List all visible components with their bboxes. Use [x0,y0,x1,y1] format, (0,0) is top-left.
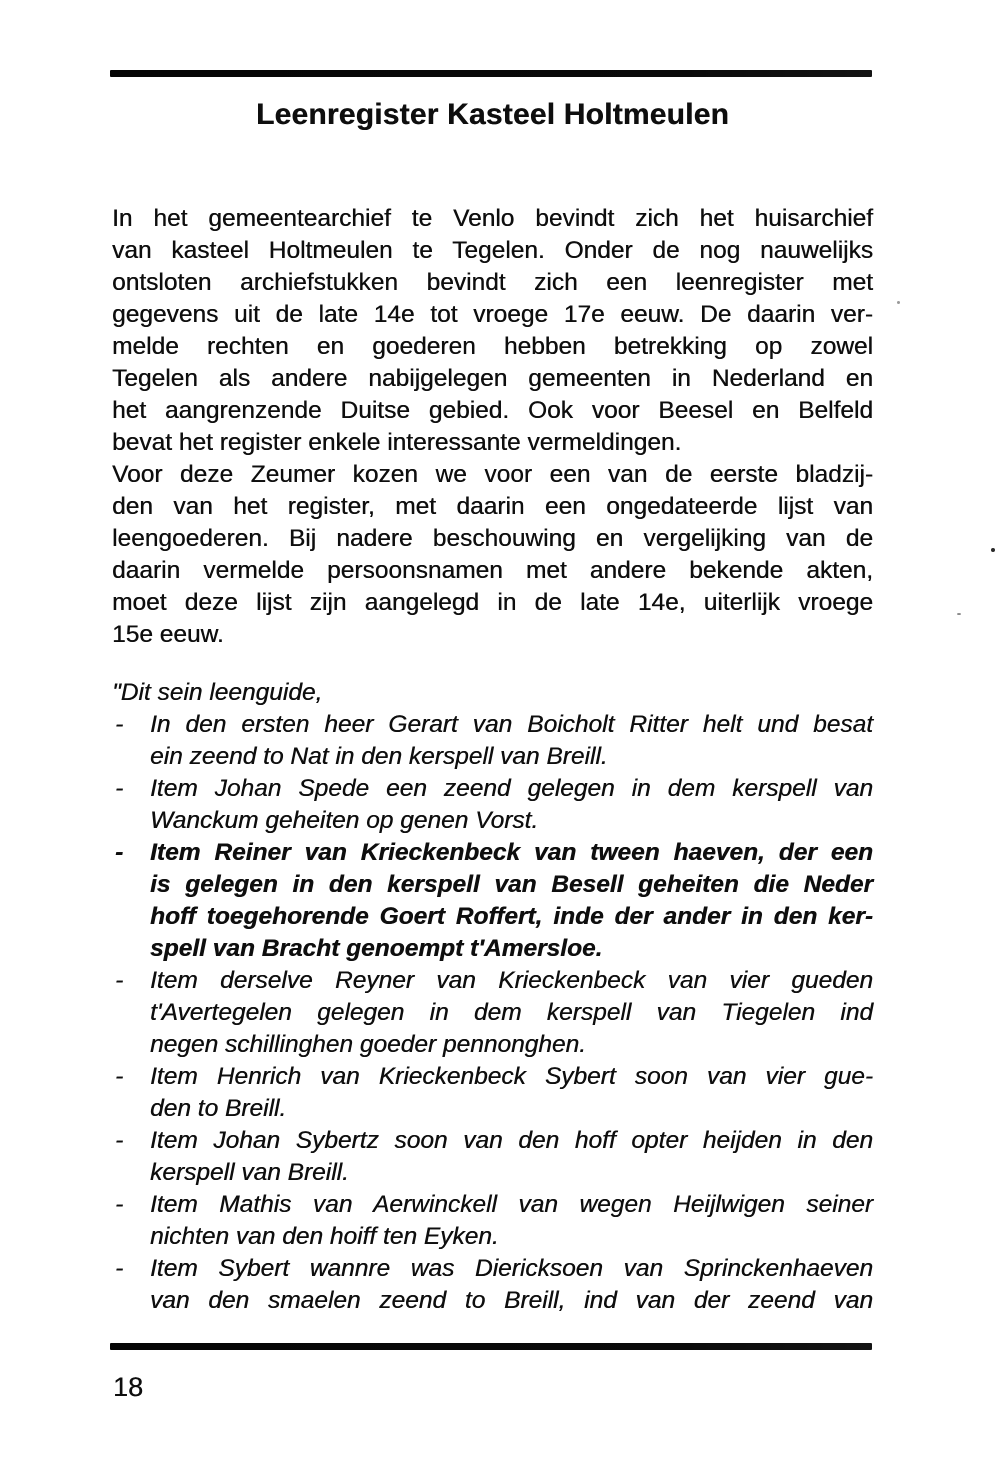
quote-line: t'Avertegelen gelegen in dem kerspell van Tiegelen ind [150,999,873,1026]
bullet-marker: - [115,839,124,866]
quote-line: den to Breill. [150,1095,287,1122]
bullet-marker: - [115,1063,124,1090]
paragraph-line: 15e eeuw. [112,621,224,648]
bullet-marker: - [115,1191,124,1218]
bullet-marker: - [115,967,124,994]
quote-line: hoff toegehorende Goert Roffert, inde der ander in den ker- [150,903,873,930]
quote-line: nichten van den hoiff ten Eyken. [150,1223,499,1250]
quote-line: Item Sybert wannre was Diericksoen van Sprinckenhaeven [150,1255,873,1282]
quote-item [112,837,873,965]
quote-item [112,1125,873,1189]
paragraph-line: Voor deze Zeumer kozen we voor een van de eerste bladzij- [112,461,873,488]
quote-line: kerspell van Breill. [150,1159,349,1186]
top-rule [110,70,872,77]
quoted-register-list [112,677,873,1317]
paragraph-line: Tegelen als andere nabijgelegen gemeenten in Nederland en [112,365,873,392]
bottom-rule [110,1343,872,1350]
paragraph-line: bevat het register enkele interessante vermeldingen. [112,429,682,456]
quote-item [112,709,873,773]
scan-speck [897,301,900,304]
quote-line: ein zeend to Nat in den kerspell van Breill. [150,743,608,770]
quote-item [112,773,873,837]
paragraph-line: In het gemeentearchief te Venlo bevindt zich het huisarchief [112,205,873,232]
quote-line: spell van Bracht genoempt t'Amersloe. [150,935,603,962]
paragraph-line: moet deze lijst zijn aangelegd in de late 14e, uiterlijk vroege [112,589,873,616]
text-column [112,203,873,1317]
page-number: 18 [113,1372,144,1402]
quote-line: is gelegen in den kerspell van Besell geheiten die Neder [150,871,873,898]
intro-paragraph [112,203,873,651]
paragraph-line: leengoederen. Bij nadere beschouwing en vergelijking van de [112,525,873,552]
bullet-marker: - [115,1127,124,1154]
quote-line: Item derselve Reyner van Krieckenbeck van vier gueden [150,967,873,994]
quote-item [112,1061,873,1125]
paragraph-line: daarin vermelde persoonsnamen met andere bekende akten, [112,557,873,584]
paragraph-line: melde rechten en goederen hebben betrekking op zowel [112,333,873,360]
quote-line: Wanckum geheiten op genen Vorst. [150,807,539,834]
bullet-marker: - [115,775,124,802]
quote-line: Item Reiner van Krieckenbeck van tween haeven, der een [150,839,873,866]
paragraph-line: den van het register, met daarin een ongedateerde lijst van [112,493,873,520]
scan-speck [957,613,961,615]
paragraph-line: het aangrenzende Duitse gebied. Ook voor Beesel en Belfeld [112,397,873,424]
quote-item [112,1189,873,1253]
quote-line: Item Johan Sybertz soon van den hoff opter heijden in den [150,1127,873,1154]
quote-line: negen schillinghen goeder pennonghen. [150,1031,586,1058]
paragraph-line: ontsloten archiefstukken bevindt zich een leenregister met [112,269,873,296]
scan-speck [991,548,995,552]
bullet-marker: - [115,711,124,738]
quote-opening-line: "Dit sein leenguide, [112,679,323,706]
paragraph-line: van kasteel Holtmeulen te Tegelen. Onder de nog nauwelijks [112,237,873,264]
quote-line: Item Mathis van Aerwinckell van wegen Heijlwigen seiner [150,1191,873,1218]
quote-line: Item Henrich van Krieckenbeck Sybert soon van vier gue- [150,1063,873,1090]
quote-line: van den smaelen zeend to Breill, ind van der zeend van [150,1287,873,1314]
page-title: Leenregister Kasteel Holtmeulen [255,98,730,131]
quote-item [112,1253,873,1317]
bullet-marker: - [115,1255,124,1282]
quote-line: In den ersten heer Gerart van Boicholt Ritter helt und besat [150,711,873,738]
quote-item [112,965,873,1061]
quote-line: Item Johan Spede een zeend gelegen in dem kerspell van [150,775,873,802]
paragraph-line: gegevens uit de late 14e tot vroege 17e eeuw. De daarin ver- [112,301,873,328]
